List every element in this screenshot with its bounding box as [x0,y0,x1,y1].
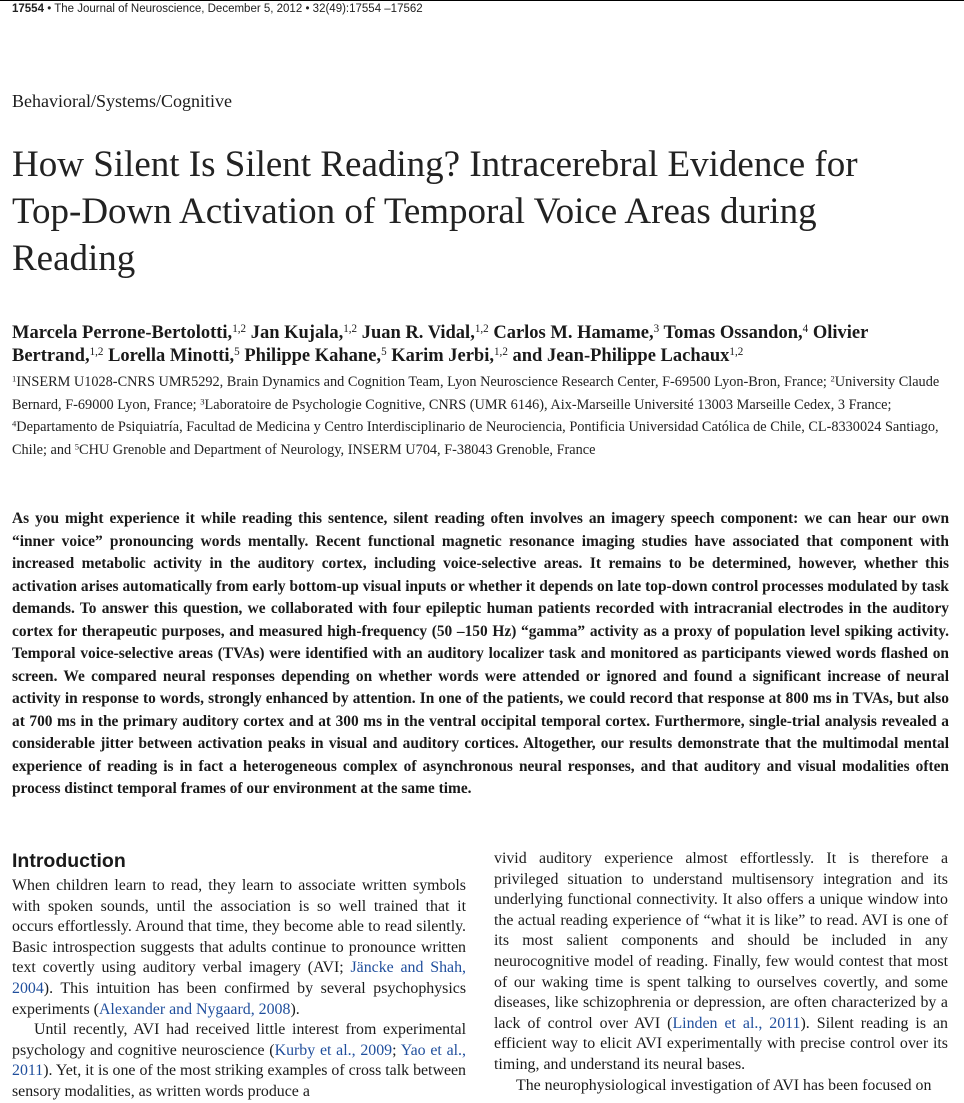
header-rule [0,0,964,1]
author: Marcela Perrone-Bertolotti,$^{1,2}$ [12,322,247,343]
section-heading-introduction: Introduction [12,850,126,872]
affiliation: Laboratoire de Psychologie Cognitive, CNRS (UMR 6146), Aix-Marseille Université 13003 Marseille Cedex, 3 France; [204,396,892,413]
section-label: Behavioral/Systems/Cognitive [12,91,232,111]
affiliation: INSERM U1028-CNRS UMR5292, Brain Dynamics and Cognition Team, Lyon Neuroscience Research Center, F-69500 Lyon-Bron, France; [16,374,831,390]
paragraph: vivid auditory experience almost effortlessly. It is therefore a privileged situation to understand multisensory integration and its underlying functional connectivity. It also offers a unique window into the actual reading experience of “what it is like” to read. AVI is one of its most salient components and should be included in any neurocognitive model of reading. Finally, few would contest that most of our waking time is spent talking to ourselves covertly, and some diseases, like schizophrenia or depression, are often characterized by a lack of control over AVI (Linden et al., 2011). Silent reading is an efficient way to elicit AVI experimentally with precise control over its timing, and understand its neural bases. [494,850,948,1073]
paragraph: Until recently, AVI had received little interest from experimental psychology and cognitive neuroscience (Kurby et al., 2009; Yao et al., 2011). Yet, it is one of the most striking examples of cross talk between sensory modalities, as written words produce a [12,1021,467,1100]
bullet-separator: • [47,3,55,15]
body-column-left [12,848,466,1103]
bullet-separator: • [305,3,313,15]
author: and Jean-Philippe Lachaux$^{1,2}$ [512,345,744,366]
abstract: As you might experience it while reading this sentence, silent reading often involves an imagery speech component: we can hear our own “inner voice” pronouncing words mentally. Recent functional magnetic resonance imaging studies have associated that component with increased metabolic activity in the auditory cortex, including voice-selective areas. It remains to be determined, however, whether this activation arises automatically from early bottom-up visual inputs or whether it depends on late top-down control processes modulated by task demands. To answer this question, we collaborated with four epileptic human patients recorded with intracranial electrodes in the auditory cortex for therapeutic purposes, and measured high-frequency (50 –150 Hz) “gamma” activity as a proxy of population level spiking activity. Temporal voice-selective areas (TVAs) were identified with an auditory localizer task and monitored as participants viewed words flashed on screen. We compared neural responses depending on whether words were attended or ignored and found a significant increase of neural activity in response to words, strongly enhanced by attention. In one of the patients, we could record that response at 800 ms in TVAs, but also at 700 ms in the primary auditory cortex and at 300 ms in the ventral occipital temporal cortex. Furthermore, single-trial analysis revealed a considerable jitter between activation peaks in visual and auditory cortices. Altogether, our results demonstrate that the multimodal mental experience of reading is in fact a heterogeneous complex of asynchronous neural responses, and that auditory and visual modalities often process distinct temporal frames of our environment at the same time. [12,510,949,797]
author: Karim Jerbi,$^{1,2}$ [391,345,508,366]
article-title: How Silent Is Silent Reading? Intracerebral Evidence for Top-Down Activation of Temporal Voice Areas during Reading [12,144,858,279]
citation-link[interactable]: Alexander and Nygaard, 2008 [98,1000,291,1018]
citation-link[interactable]: Yao et al., 2011 [12,1041,466,1080]
journal-name: The Journal of Neuroscience, December 5, 2012 [54,3,303,15]
author: Carlos M. Hamame,$^3$ [493,322,660,343]
volume-pages: 32(49):17554 –17562 [312,3,423,15]
affiliation: Departamento de Psiquiatría, Facultad de Medicina y Centro Interdisciplinario de Neurociencia, Pontificia Universidad Católica de Chile, CL-8330024 Santiago, Chile; and [12,419,939,458]
page-number: 17554 [12,3,44,15]
author: Lorella Minotti,$^5$ [108,345,240,366]
author: Olivier Bertrand,$^{1,2}$ [12,323,868,366]
paragraph: The neurophysiological investigation of AVI has been focused on [516,1076,932,1094]
author: Jan Kujala,$^{1,2}$ [250,322,358,343]
affiliation: University Claude Bernard, F-69000 Lyon, France; [12,374,940,413]
affiliations: $^1$INSERM U1028-CNRS UMR5292, Brain Dynamics and Cognition Team, Lyon Neuroscience Research Center, F-69500 Lyon-Bron, France; $^2$University Claude Bernard, F-69000 Lyon, France; $^3$Laboratoire de Psychologie Cognitive, CNRS (UMR 6146), Aix-Marseille Université 13003 Marseille Cedex, 3 France; $^4$Departamento de Psiquiatría, Facultad de Medicina y Centro Interdisciplinario de Neurociencia, Pontificia Universidad Católica de Chile, CL-8330024 Santiago, Chile; and $^5$CHU Grenoble and Department of Neurology, INSERM U704, F-38043 Grenoble, France [12,373,940,458]
running-header [12,3,423,15]
author: Juan R. Vidal,$^{1,2}$ [361,322,489,343]
affiliation: CHU Grenoble and Department of Neurology, INSERM U704, F-38043 Grenoble, France [79,441,596,458]
author: Philippe Kahane,$^5$ [244,345,387,366]
citation-link[interactable]: Linden et al., 2011 [672,1014,801,1032]
body-column-right [494,849,948,1096]
author-list [12,322,957,368]
citation-link[interactable]: Kurby et al., 2009 [274,1041,393,1059]
paragraph: When children learn to read, they learn to associate written symbols with spoken sounds, until the association is so well trained that it occurs effortlessly. Around that time, they become able to read silently. Basic introspection suggests that adults continue to pronounce written text covertly using auditory verbal imagery (AVI; Jäncke and Shah, 2004). This intuition has been confirmed by several psychophysics experiments (Alexander and Nygaard, 2008). [12,877,466,1018]
author: Tomas Ossandon,$^4$ [663,322,809,343]
citation-link[interactable]: Jäncke and Shah, 2004 [12,959,466,997]
